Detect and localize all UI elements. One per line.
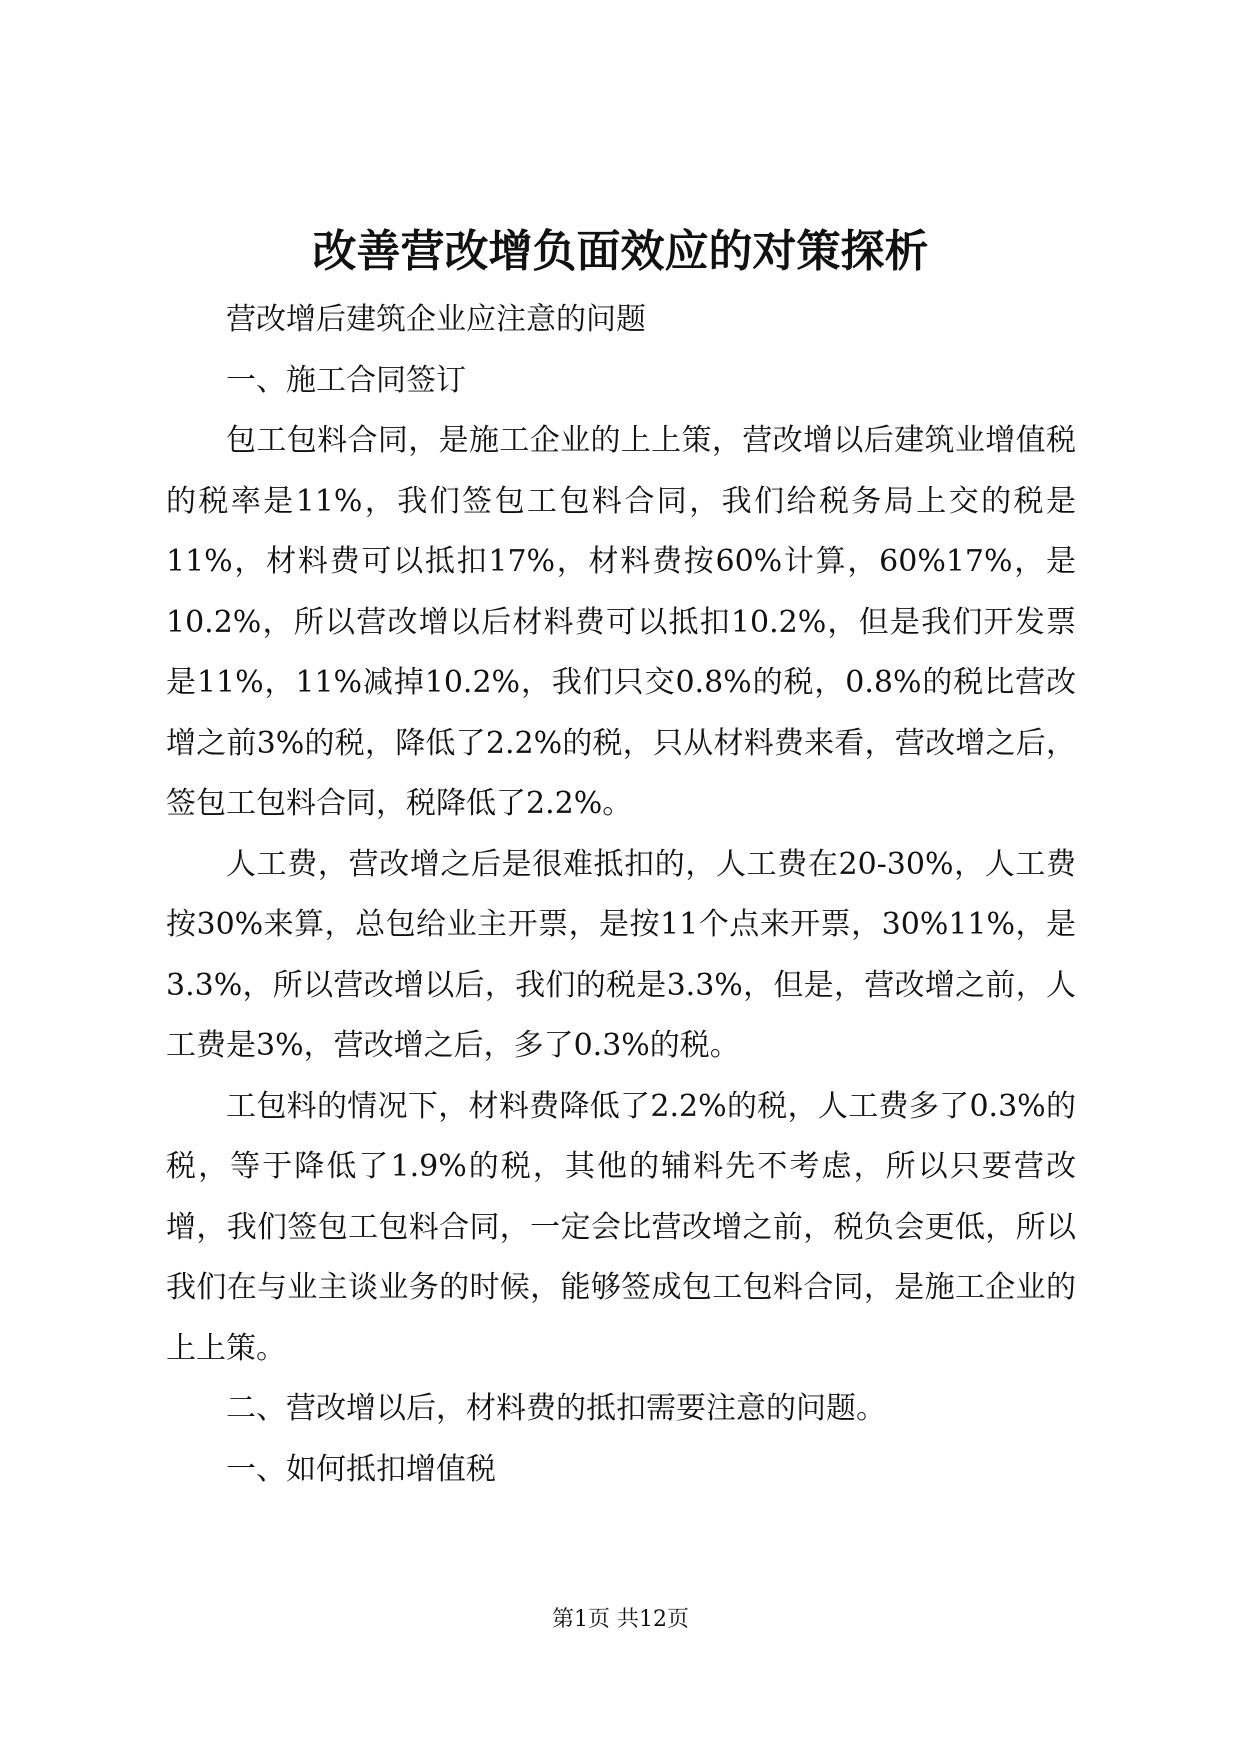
- page-number: 第1页 共12页: [552, 1607, 689, 1632]
- paragraph-body: 工包料的情况下，材料费降低了2.2%的税，人工费多了0.3%的税，等于降低了1.9%的税，其他的辅料先不考虑，所以只要营改增，我们签包工包料合同，一定会比营改增之前，税负会更低，所以我们在与业主谈业务的时候，能够签成包工包料合同，是施工企业的上上策。: [166, 1088, 1076, 1366]
- document-title: 改善营改增负面效应的对策探析: [312, 226, 929, 277]
- document-body: [166, 290, 1076, 1500]
- page-footer: [0, 1605, 1241, 1635]
- paragraph-section-2: 二、营改增以后，材料费的抵扣需要注意的问题。: [226, 1391, 886, 1426]
- paragraph-subtitle: 营改增后建筑企业应注意的问题: [226, 302, 646, 337]
- paragraph-section-1: 一、施工合同签订: [226, 362, 466, 398]
- paragraph-body: 包工包料合同，是施工企业的上上策，营改增以后建筑业增值税的税率是11%，我们签包工包料合同，我们给税务局上交的税是11%，材料费可以抵扣17%，材料费按60%计算，60%17%，是10.2%，所以营改增以后材料费可以抵扣10.2%，但是我们开发票是11%，11%减掉10.2%，我们只交0.8%的税，0.8%的税比营改增之前3%的税，降低了2.2%的税，只从材料费来看，营改增之后，签包工包料合同，税降低了2.2%。: [166, 423, 1076, 821]
- paragraph-body: 人工费，营改增之后是很难抵扣的，人工费在20-30%，人工费按30%来算，总包给业主开票，是按11个点来开票，30%11%，是3.3%，所以营改增以后，我们的税是3.3%，但是，营改增之前，人工费是3%，营改增之后，多了0.3%的税。: [166, 846, 1076, 1063]
- paragraph-subsection: 一、如何抵扣增值税: [226, 1451, 496, 1487]
